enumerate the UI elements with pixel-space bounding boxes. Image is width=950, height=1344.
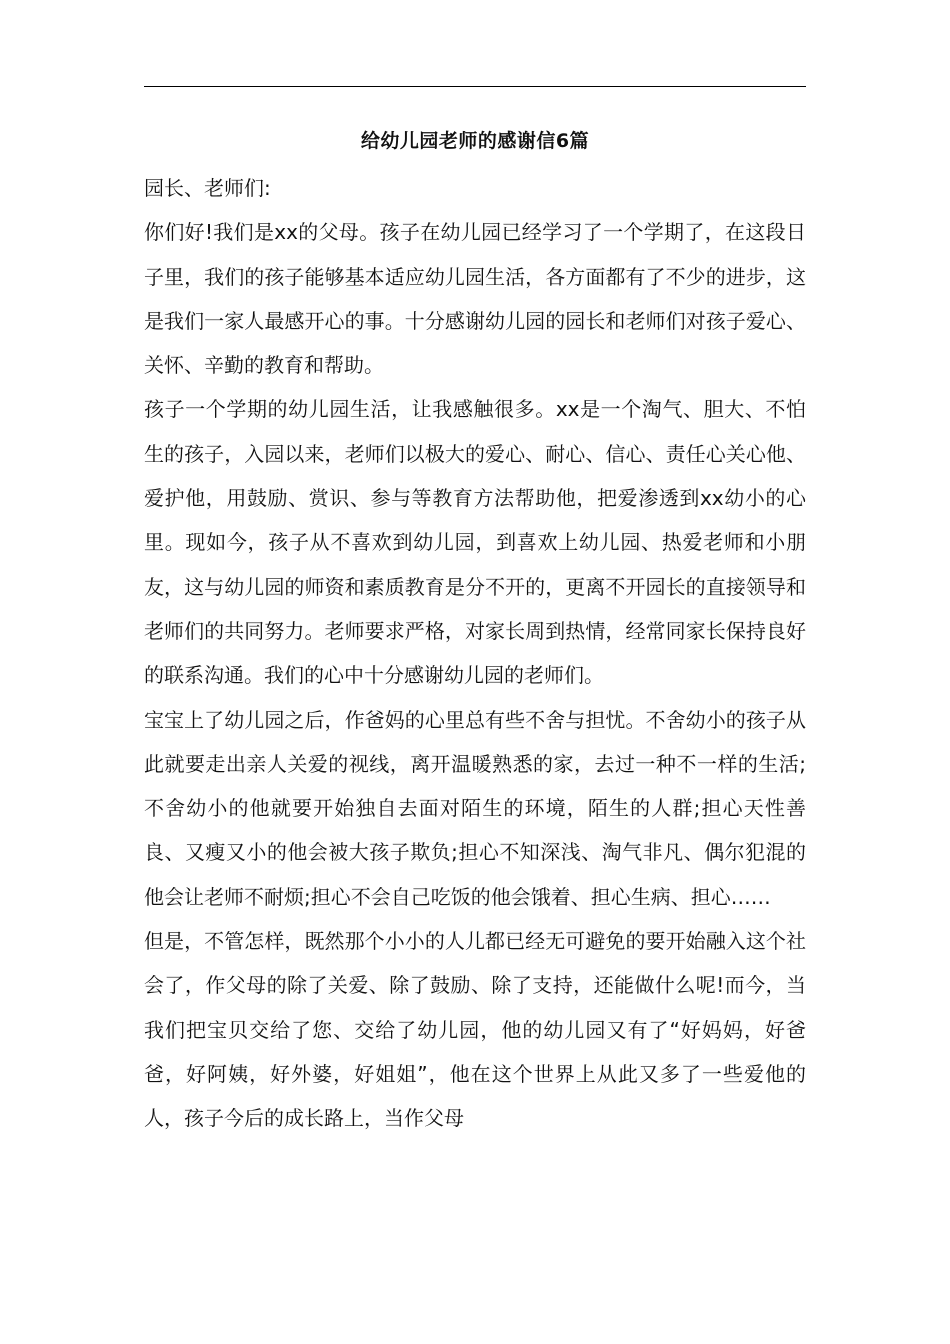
letter-body [144,166,806,1141]
paragraph-4: 但是，不管怎样，既然那个小小的人儿都已经无可避免的要开始融入这个社会了，作父母的除了关爱、除了鼓励、除了支持，还能做什么呢!而今，当我们把宝贝交给了您、交给了幼儿园，他的幼儿园又有了“好妈妈，好爸爸，好阿姨，好外婆，好姐姐”，他在这个世界上从此又多了一些爱他的人，孩子今后的成长路上，当作父母 [144,929,806,1131]
paragraph-2: 孩子一个学期的幼儿园生活，让我感触很多。xx是一个淘气、胆大、不怕生的孩子，入园以来，老师们以极大的爱心、耐心、信心、责任心关心他、爱护他，用鼓励、赏识、参与等教育方法帮助他，把爱渗透到xx幼小的心里。现如今，孩子从不喜欢到幼儿园，到喜欢上幼儿园、热爱老师和小朋友，这与幼儿园的师资和素质教育是分不开的，更离不开园长的直接领导和老师们的共同努力。老师要求严格，对家长周到热情，经常同家长保持良好的联系沟通。我们的心中十分感谢幼儿园的老师们。 [144,397,806,688]
paragraph-3: 宝宝上了幼儿园之后，作爸妈的心里总有些不舍与担忧。不舍幼小的孩子从此就要走出亲人关爱的视线，离开温暖熟悉的家，去过一种不一样的生活;不舍幼小的他就要开始独自去面对陌生的环境，陌生的人群;担心天性善良、又瘦又小的他会被大孩子欺负;担心不知深浅、淘气非凡、偶尔犯混的他会让老师不耐烦;担心不会自己吃饭的他会饿着、担心生病、担心…… [144,707,806,909]
salutation: 园长、老师们: [144,176,271,200]
header-rule [144,86,806,87]
document-title: 给幼儿园老师的感谢信6篇 [360,130,590,152]
paragraph-1: 你们好!我们是xx的父母。孩子在幼儿园已经学习了一个学期了，在这段日子里，我们的孩子能够基本适应幼儿园生活，各方面都有了不少的进步，这是我们一家人最感开心的事。十分感谢幼儿园的园长和老师们对孩子爱心、关怀、辛勤的教育和帮助。 [144,220,806,378]
